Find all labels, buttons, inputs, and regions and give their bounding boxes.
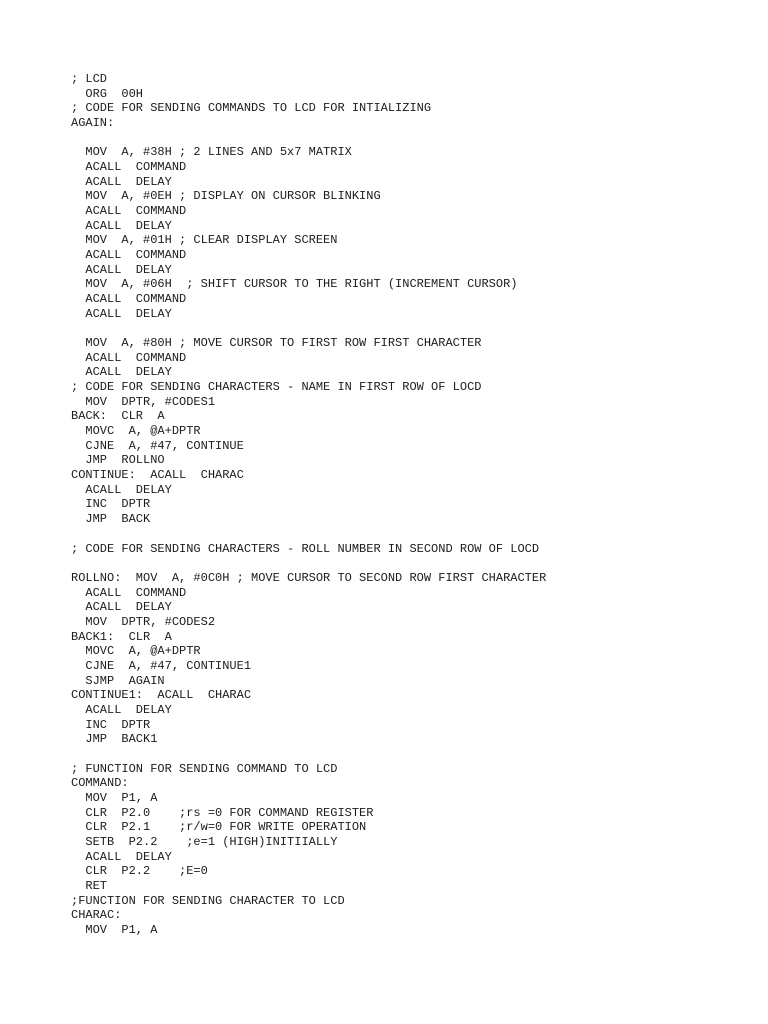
code-line: ACALL DELAY bbox=[71, 702, 172, 717]
code-line: CLR P2.1 ;r/w=0 FOR WRITE OPERATION bbox=[71, 820, 367, 835]
code-line: SETB P2.2 ;e=1 (HIGH)INITIIALLY bbox=[71, 834, 338, 849]
code-line bbox=[71, 747, 768, 762]
code-line: ACALL DELAY bbox=[71, 600, 172, 615]
code-line: ACALL COMMAND bbox=[71, 350, 187, 365]
code-line: MOV A, #80H ; MOVE CURSOR TO FIRST ROW FIRST CHARACTER bbox=[71, 336, 482, 351]
code-line: ;FUNCTION FOR SENDING CHARACTER TO LCD bbox=[71, 893, 345, 908]
code-line: ACALL DELAY bbox=[71, 174, 172, 189]
code-line: INC DPTR bbox=[71, 717, 151, 732]
code-line bbox=[71, 527, 768, 542]
code-line: CONTINUE: ACALL CHARAC bbox=[71, 468, 244, 483]
code-line: ACALL DELAY bbox=[71, 218, 172, 233]
code-line: ACALL COMMAND bbox=[71, 160, 187, 175]
code-line: CONTINUE1: ACALL CHARAC bbox=[71, 688, 252, 703]
code-line: MOV P1, A bbox=[71, 790, 158, 805]
code-line: JMP BACK bbox=[71, 512, 151, 527]
code-line: ACALL COMMAND bbox=[71, 585, 187, 600]
code-line: ACALL COMMAND bbox=[71, 204, 187, 219]
code-line: MOV P1, A bbox=[71, 922, 158, 937]
code-line: ACALL DELAY bbox=[71, 306, 172, 321]
code-line: MOV A, #38H ; 2 LINES AND 5x7 MATRIX bbox=[71, 145, 352, 160]
code-line: ACALL DELAY bbox=[71, 262, 172, 277]
code-line: CLR P2.0 ;rs =0 FOR COMMAND REGISTER bbox=[71, 805, 374, 820]
code-line: ORG 00H bbox=[71, 86, 144, 101]
code-line: MOV A, #06H ; SHIFT CURSOR TO THE RIGHT (INCREMENT CURSOR) bbox=[71, 277, 518, 292]
document-page bbox=[71, 72, 768, 1024]
code-line bbox=[71, 321, 768, 336]
code-line: BACK: CLR A bbox=[71, 409, 165, 424]
code-line: ACALL DELAY bbox=[71, 849, 172, 864]
code-line: INC DPTR bbox=[71, 497, 151, 512]
code-line: CJNE A, #47, CONTINUE bbox=[71, 438, 244, 453]
code-line: BACK1: CLR A bbox=[71, 629, 172, 644]
code-line: AGAIN: bbox=[71, 116, 115, 131]
code-line: ROLLNO: MOV A, #0C0H ; MOVE CURSOR TO SECOND ROW FIRST CHARACTER bbox=[71, 570, 547, 585]
code-line: MOV A, #0EH ; DISPLAY ON CURSOR BLINKING bbox=[71, 189, 381, 204]
code-line: ; CODE FOR SENDING CHARACTERS - ROLL NUMBER IN SECOND ROW OF LOCD bbox=[71, 541, 540, 556]
code-line: RET bbox=[71, 878, 108, 893]
code-line: SJMP AGAIN bbox=[71, 673, 165, 688]
code-line: COMMAND: bbox=[71, 776, 129, 791]
code-line: ACALL COMMAND bbox=[71, 292, 187, 307]
code-line: CHARAC: bbox=[71, 908, 122, 923]
code-line: JMP BACK1 bbox=[71, 732, 158, 747]
code-line: ; CODE FOR SENDING COMMANDS TO LCD FOR INTIALIZING bbox=[71, 101, 432, 116]
code-line: MOV A, #01H ; CLEAR DISPLAY SCREEN bbox=[71, 233, 338, 248]
code-line bbox=[71, 131, 768, 146]
code-line: ACALL DELAY bbox=[71, 482, 172, 497]
code-line: ; FUNCTION FOR SENDING COMMAND TO LCD bbox=[71, 761, 338, 776]
code-line: CJNE A, #47, CONTINUE1 bbox=[71, 658, 252, 673]
code-line: MOV DPTR, #CODES2 bbox=[71, 614, 216, 629]
code-line: JMP ROLLNO bbox=[71, 453, 165, 468]
code-line: ; CODE FOR SENDING CHARACTERS - NAME IN FIRST ROW OF LOCD bbox=[71, 380, 482, 395]
code-line: MOVC A, @A+DPTR bbox=[71, 424, 201, 439]
code-line: MOVC A, @A+DPTR bbox=[71, 644, 201, 659]
code-line: ; LCD bbox=[71, 72, 108, 86]
code-line: MOV DPTR, #CODES1 bbox=[71, 394, 216, 409]
code-line: ACALL DELAY bbox=[71, 365, 172, 380]
code-line: ACALL COMMAND bbox=[71, 248, 187, 263]
code-line: CLR P2.2 ;E=0 bbox=[71, 864, 208, 879]
code-line bbox=[71, 556, 768, 571]
assembly-code-listing bbox=[71, 72, 768, 938]
